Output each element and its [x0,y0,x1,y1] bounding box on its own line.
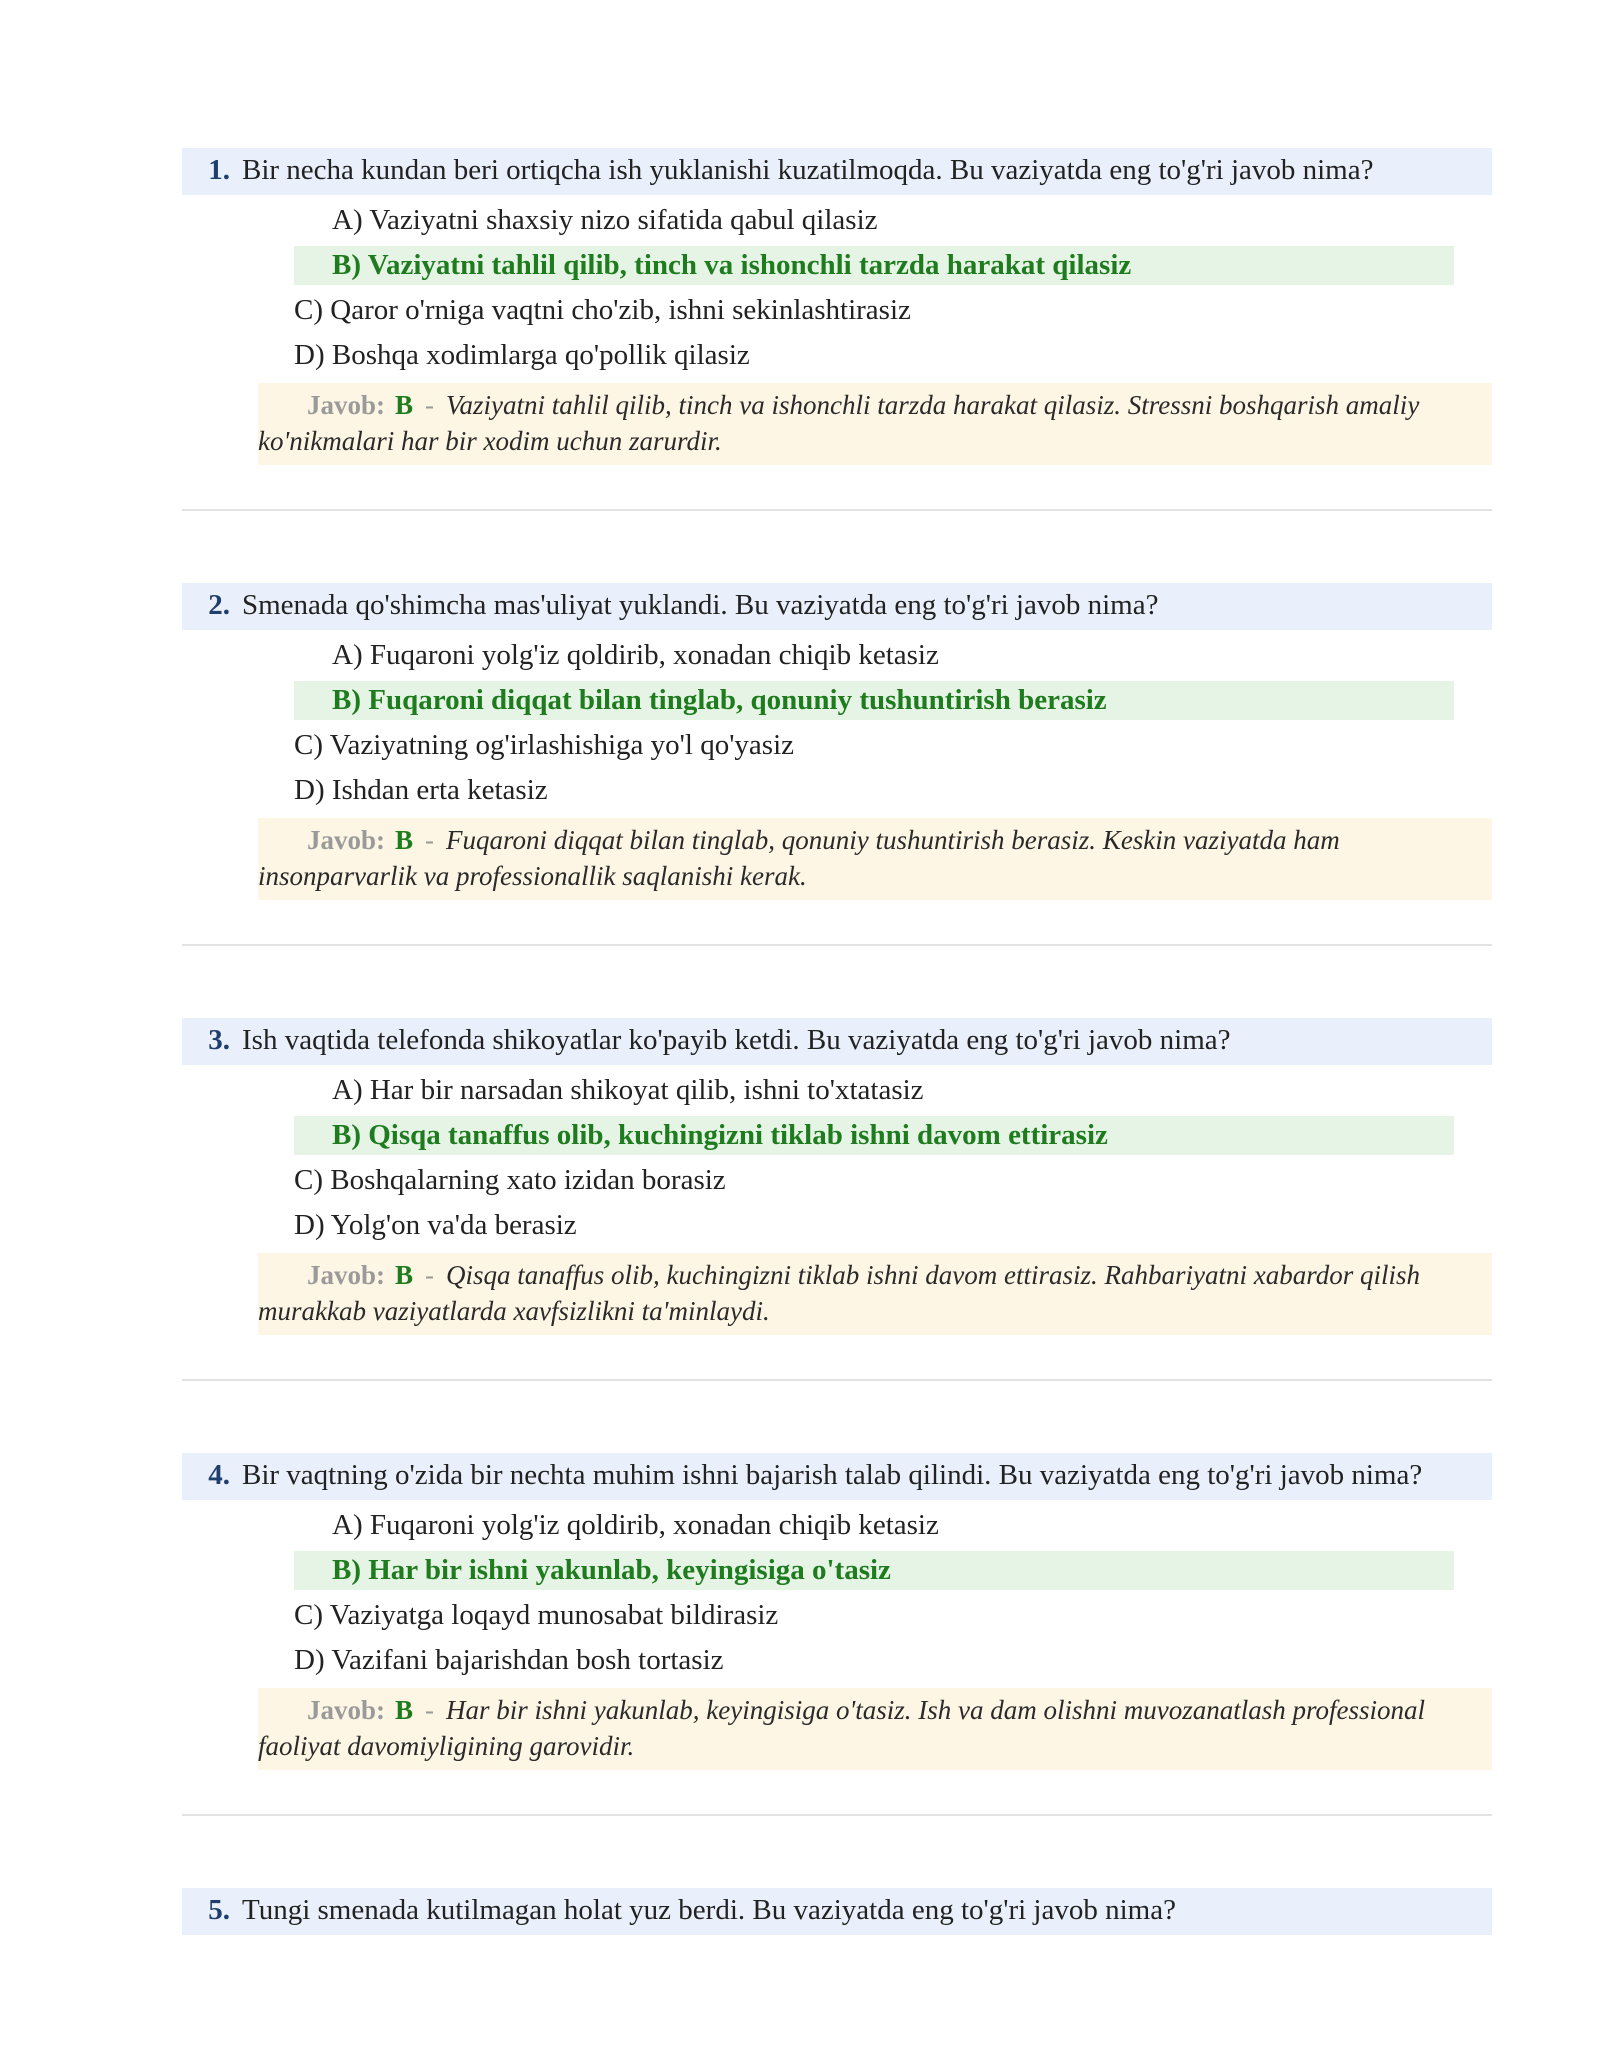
question-header [182,1018,1492,1065]
question-number: 5. [208,1894,230,1926]
question-text: Bir vaqtning o'zida bir nechta muhim ishni bajarish talab qilindi. Bu vaziyatda eng to'g'ri javob nima? [242,1459,1423,1491]
question-4 [182,1453,1492,1770]
question-text: Ish vaqtida telefonda shikoyatlar ko'payib ketdi. Bu vaziyatda eng to'g'ri javob nima? [242,1024,1231,1056]
question-header [182,1888,1492,1935]
question-text: Tungi smenada kutilmagan holat yuz berdi. Bu vaziyatda eng to'g'ri javob nima? [242,1894,1176,1926]
answer-letter: B [395,825,414,855]
question-text: Bir necha kundan beri ortiqcha ish yuklanishi kuzatilmoqda. Bu vaziyatda eng to'g'ri javob nima? [242,154,1374,186]
question-header [182,1453,1492,1500]
question-divider [182,944,1492,946]
option-c: C) Boshqalarning xato izidan borasiz [294,1164,726,1196]
answer-box [258,383,1492,465]
option-c: C) Vaziyatning og'irlashishiga yo'l qo'yasiz [294,729,795,761]
option-d: D) Vazifani bajarishdan bosh tortasiz [294,1644,724,1676]
answer-explanation: Qisqa tanaffus olib, kuchingizni tiklab ishni davom ettirasiz. Rahbariyatni xabardor qilish murakkab vaziyatlarda xavfsizlikni ta'minlaydi. [258,1260,1421,1326]
answer-box [258,1688,1492,1770]
answer-label: Javob: [307,1260,386,1290]
question-number: 3. [208,1024,230,1056]
answer-dash: - [425,1260,435,1290]
answer-letter: B [395,1695,414,1725]
option-a: A) Har bir narsadan shikoyat qilib, ishni to'xtatasiz [332,1074,924,1106]
question-number: 2. [208,589,230,621]
question-divider [182,1379,1492,1381]
option-d: D) Ishdan erta ketasiz [294,774,548,806]
answer-label: Javob: [307,825,386,855]
answer-label: Javob: [307,390,386,420]
answer-label: Javob: [307,1695,386,1725]
answer-box [258,818,1492,900]
question-2 [182,583,1492,900]
answer-explanation: Fuqaroni diqqat bilan tinglab, qonuniy tushuntirish berasiz. Keskin vaziyatda ham insonparvarlik va professionallik saqlanishi kerak. [258,825,1340,891]
option-d: D) Yolg'on va'da berasiz [294,1209,577,1241]
question-header [182,583,1492,630]
answer-dash: - [425,390,435,420]
question-5 [182,1888,1492,1935]
question-number: 4. [208,1459,230,1491]
quiz-page [182,148,1492,1935]
option-c: C) Qaror o'rniga vaqtni cho'zib, ishni sekinlashtirasiz [294,294,911,326]
option-a: A) Vaziyatni shaxsiy nizo sifatida qabul qilasiz [332,204,878,236]
option-b-correct: B) Har bir ishni yakunlab, keyingisiga o'tasiz [294,1551,1454,1590]
question-divider [182,509,1492,511]
answer-dash: - [425,1695,435,1725]
option-b-correct: B) Fuqaroni diqqat bilan tinglab, qonuniy tushuntirish berasiz [294,681,1454,720]
option-b-correct: B) Qisqa tanaffus olib, kuchingizni tiklab ishni davom ettirasiz [294,1116,1454,1155]
question-number: 1. [208,154,230,186]
question-text: Smenada qo'shimcha mas'uliyat yuklandi. Bu vaziyatda eng to'g'ri javob nima? [242,589,1159,621]
answer-explanation: Har bir ishni yakunlab, keyingisiga o'tasiz. Ish va dam olishni muvozanatlash professional faoliyat davomiyligining garovidir. [258,1695,1426,1761]
answer-dash: - [425,825,435,855]
question-3 [182,1018,1492,1335]
question-header [182,148,1492,195]
option-d: D) Boshqa xodimlarga qo'pollik qilasiz [294,339,750,371]
option-c: C) Vaziyatga loqayd munosabat bildirasiz [294,1599,779,1631]
answer-box [258,1253,1492,1335]
option-a: A) Fuqaroni yolg'iz qoldirib, xonadan chiqib ketasiz [332,639,939,671]
answer-letter: B [395,1260,414,1290]
question-1 [182,148,1492,465]
question-divider [182,1814,1492,1816]
option-b-correct: B) Vaziyatni tahlil qilib, tinch va ishonchli tarzda harakat qilasiz [294,246,1454,285]
answer-letter: B [395,390,414,420]
option-a: A) Fuqaroni yolg'iz qoldirib, xonadan chiqib ketasiz [332,1509,939,1541]
answer-explanation: Vaziyatni tahlil qilib, tinch va ishonchli tarzda harakat qilasiz. Stressni boshqarish amaliy ko'nikmalari har bir xodim uchun zarurdir. [258,390,1420,456]
